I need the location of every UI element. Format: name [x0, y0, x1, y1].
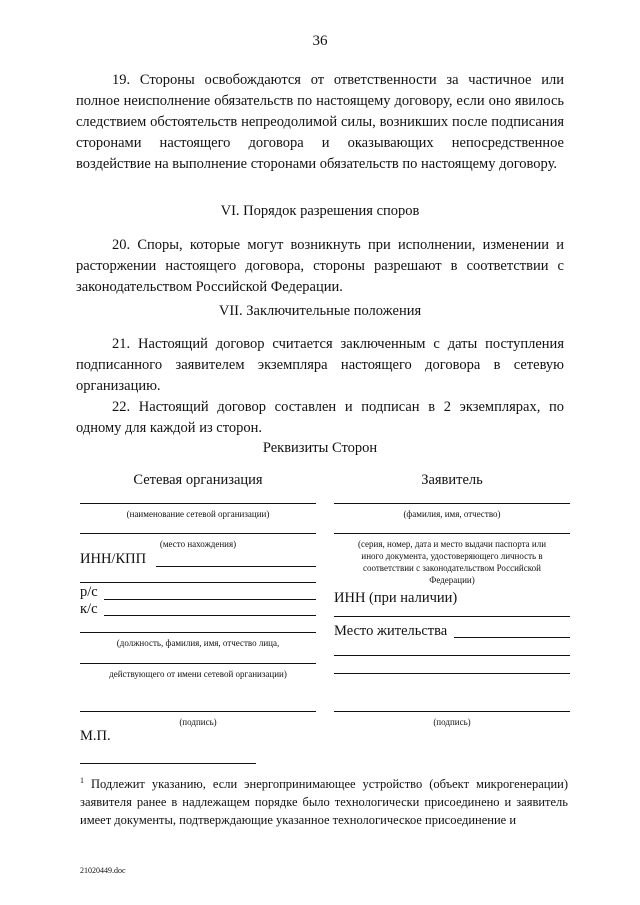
section-7-title: VII. Заключительные положения: [218, 303, 422, 319]
network-org-location-line[interactable]: [80, 533, 316, 534]
page-number: 36: [312, 33, 328, 49]
network-org-title: Сетевая организация: [133, 472, 263, 488]
network-org-name-line[interactable]: [80, 503, 316, 504]
applicant-inn-line[interactable]: [334, 616, 570, 617]
residence-line-2[interactable]: [334, 655, 570, 656]
applicant-document-line[interactable]: [334, 533, 570, 534]
network-org-signature-line[interactable]: [80, 711, 316, 712]
paragraph-20: [76, 235, 564, 298]
inn-kpp-label: ИНН/КПП: [80, 551, 147, 567]
requisites-title: Реквизиты Сторон: [262, 440, 378, 456]
applicant-document-caption: (серия, номер, дата и место выдачи паспорта или иного документа, удостоверяющего личность в соответствии с законодательством Российской Федерации): [357, 539, 547, 585]
footnote: [80, 772, 568, 829]
residence-line-3[interactable]: [334, 673, 570, 674]
inn-kpp-line[interactable]: [156, 566, 316, 567]
paragraph-21: [76, 334, 564, 397]
paragraph-22: [76, 397, 564, 439]
rs-line[interactable]: [104, 599, 316, 600]
ks-label: к/с: [80, 601, 98, 617]
network-org-signature-caption: (подпись): [179, 717, 217, 727]
applicant-signature-caption: (подпись): [433, 717, 471, 727]
applicant-inn-label: ИНН (при наличии): [334, 590, 458, 606]
footnote-mark: 1: [80, 776, 84, 785]
network-org-location-caption: (место нахождения): [159, 539, 237, 549]
paragraph-20-text: 20. Споры, которые могут возникнуть при исполнении, изменении и расторжении настоящего договора, стороны разрешают в соответствии с законодательством Российской Федерации.: [76, 237, 564, 295]
acting-line[interactable]: [80, 663, 316, 664]
position-line[interactable]: [80, 632, 316, 633]
paragraph-22-text: 22. Настоящий договор составлен и подписан в 2 экземплярах, по одному для каждой из сторон.: [76, 399, 564, 436]
paragraph-19: [76, 70, 564, 175]
applicant-title: Заявитель: [421, 472, 483, 488]
applicant-name-caption: (фамилия, имя, отчество): [403, 509, 501, 519]
footer-filename: 21020449.doc: [80, 866, 126, 875]
acting-caption: действующего от имени сетевой организации): [109, 669, 287, 679]
extra-line[interactable]: [80, 582, 316, 583]
stamp-label: М.П.: [80, 728, 111, 744]
applicant-signature-line[interactable]: [334, 711, 570, 712]
footnote-text: Подлежит указанию, если энергопринимающее устройство (объект микрогенерации) заявителя ранее в надлежащем порядке было технологически присоединено и заявитель имеет документы, подтверждающие указанное технологическое присоединение и: [80, 777, 569, 828]
applicant-name-line[interactable]: [334, 503, 570, 504]
paragraph-21-text: 21. Настоящий договор считается заключенным с даты поступления подписанного заявителем экземпляра настоящего договора в сетевую организацию.: [76, 336, 564, 394]
footnote-separator: [80, 763, 256, 764]
position-caption: (должность, фамилия, имя, отчество лица,: [116, 638, 280, 648]
ks-line[interactable]: [104, 615, 316, 616]
rs-label: р/с: [80, 584, 98, 600]
network-org-name-caption: (наименование сетевой организации): [126, 509, 270, 519]
paragraph-19-text: 19. Стороны освобождаются от ответственности за частичное или полное неисполнение обязательств по настоящему договору, если оно явилось следствием обстоятельств непреодолимой силы, возникших после подписания сторонами настоящего договора и оказывающих непосредственное воздействие на выполнение сторонами обязательств по настоящему договору.: [76, 72, 564, 172]
residence-line-1[interactable]: [454, 637, 570, 638]
residence-label: Место жительства: [334, 623, 448, 639]
section-6-title: VI. Порядок разрешения споров: [220, 203, 420, 219]
